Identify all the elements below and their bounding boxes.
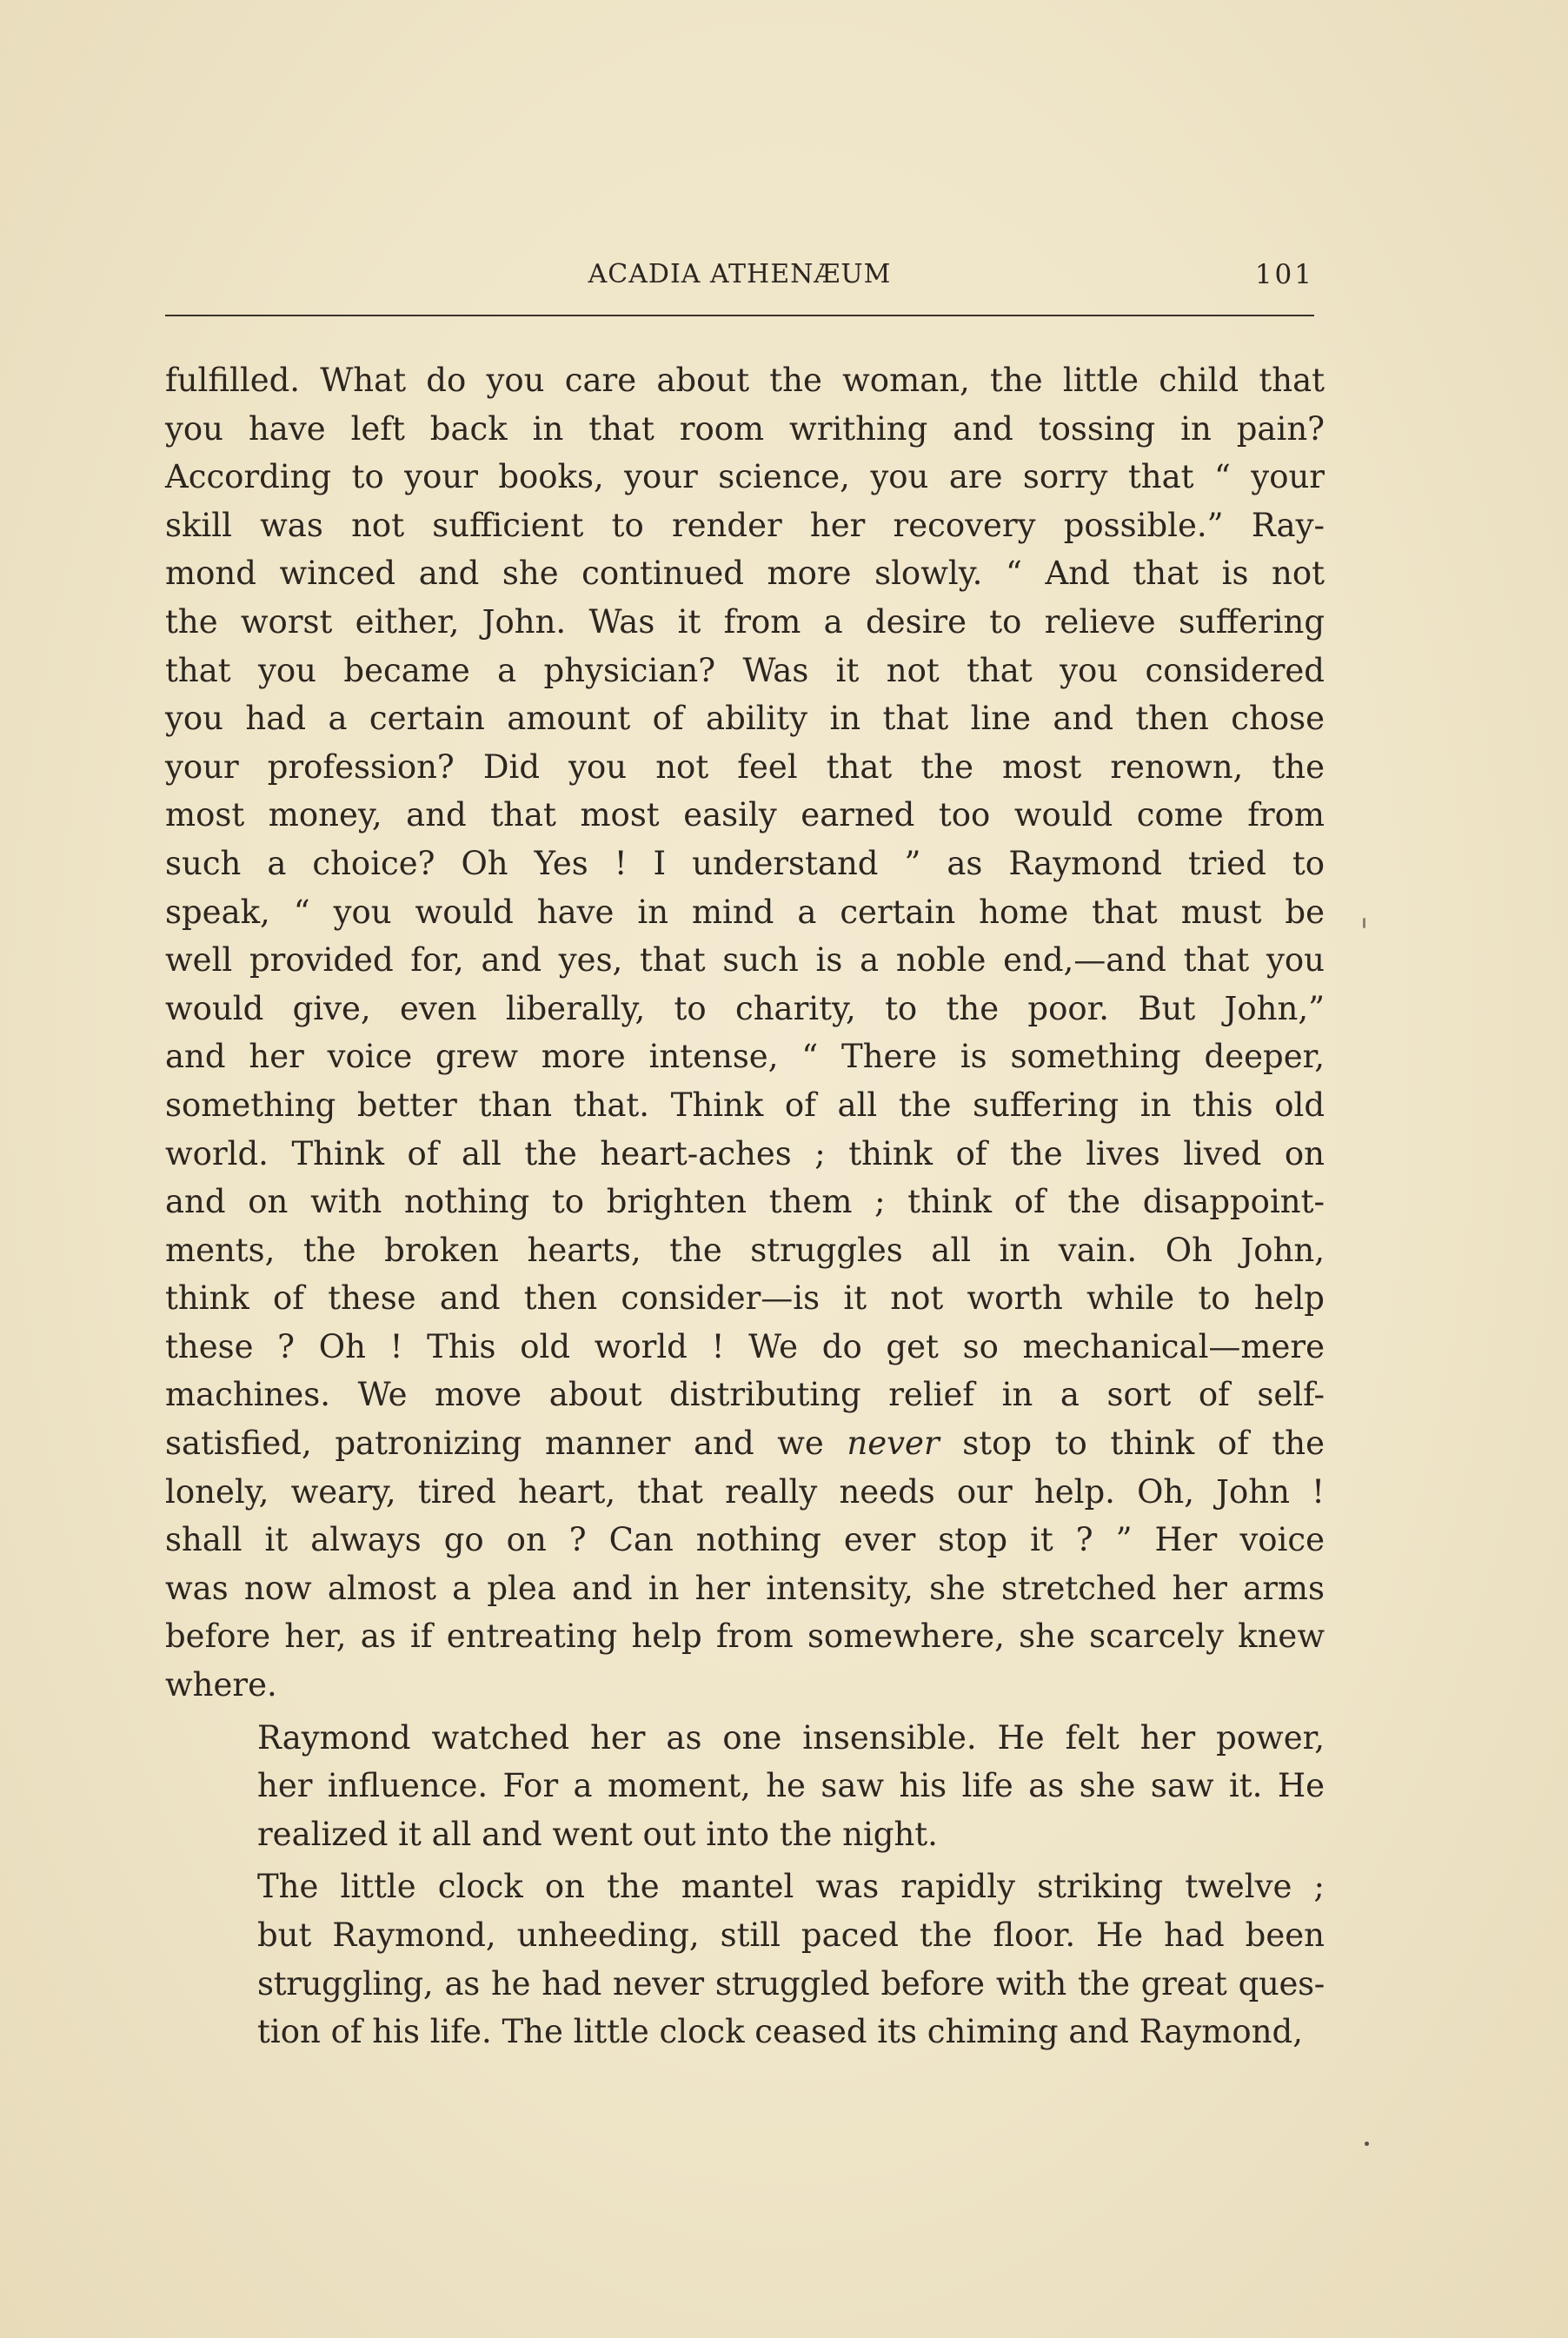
text-line: such a choice? Oh Yes ! I understand ” as Raymond tried to (165, 844, 1325, 882)
body-text (165, 356, 1325, 2056)
text-line: her influence. For a moment, he saw his life as she saw it. He (257, 1767, 1325, 1805)
text-line: these ? Oh ! This old world ! We do get so mechanical—mere (165, 1327, 1325, 1365)
text-line: well provided for, and yes, that such is a noble end,—and that you (165, 941, 1325, 980)
text-line: and her voice grew more intense, “ There is something deeper, (165, 1038, 1325, 1076)
text-line: but Raymond, unheeding, still paced the floor. He had been (257, 1916, 1325, 1954)
text-line: would give, even liberally, to charity, to the poor. But John,” (165, 989, 1325, 1027)
margin-dot (1365, 2142, 1369, 2146)
header-rule (165, 315, 1314, 316)
text-line: mond winced and she continued more slowly. “ And that is not (165, 555, 1325, 593)
page-number: 101 (1254, 259, 1314, 290)
text-line: struggling, as he had never struggled before with the great ques- (257, 1964, 1325, 2003)
text-line: lonely, weary, tired heart, that really needs our help. Oh, John ! (165, 1472, 1325, 1511)
running-title: ACADIA ATHENÆUM (588, 259, 892, 289)
paragraph (165, 1714, 1325, 1859)
text-line: before her, as if entreating help from somewhere, she scarcely knew (165, 1617, 1325, 1656)
text-line: you have left back in that room writhing and tossing in pain? (165, 409, 1325, 448)
text-line: fulfilled. What do you care about the woman, the little child that (165, 362, 1325, 399)
text-line: satisfied, patronizing manner and we never stop to think of the (165, 1425, 1325, 1463)
text-line: skill was not sufficient to render her recovery possible.” Ray- (165, 506, 1325, 544)
page-header (165, 257, 1314, 299)
text-line: world. Think of all the heart-aches ; think of the lives lived on (165, 1134, 1325, 1172)
text-line: shall it always go on ? Can nothing ever stop it ? ” Her voice (165, 1521, 1325, 1559)
text-line: The little clock on the mantel was rapidly striking twelve ; (257, 1868, 1325, 1906)
text-line: think of these and then consider—is it not worth while to help (165, 1279, 1325, 1318)
text-line: where. (165, 1666, 277, 1704)
text-line: According to your books, your science, you are sorry that “ your (165, 458, 1325, 496)
text-line: something better than that. Think of all the suffering in this old (165, 1086, 1325, 1124)
margin-speck (1363, 918, 1365, 928)
text-line: Raymond watched her as one insensible. He felt her power, (257, 1718, 1325, 1757)
text-line: speak, “ you would have in mind a certain home that must be (165, 893, 1325, 931)
emphasized-word: never (847, 1425, 940, 1463)
text-line: most money, and that most easily earned too would come from (165, 796, 1325, 834)
text-line: machines. We move about distributing relief in a sort of self- (165, 1376, 1325, 1414)
text-line: tion of his life. The little clock ceased its chiming and Raymond, (257, 2013, 1303, 2051)
text-line: that you became a physician? Was it not that you considered (165, 651, 1325, 689)
text-line: you had a certain amount of ability in that line and then chose (165, 700, 1325, 738)
text-line: the worst either, John. Was it from a desire to relieve suffering (165, 602, 1325, 641)
text-line: and on with nothing to brighten them ; think of the disappoint- (165, 1183, 1325, 1221)
paragraph (165, 356, 1325, 1710)
text-line: was now almost a plea and in her intensity, she stretched her arms (165, 1569, 1325, 1607)
text-line: realized it all and went out into the night. (257, 1815, 938, 1853)
text-line: your profession? Did you not feel that the most renown, the (165, 747, 1325, 786)
paragraph (165, 1863, 1325, 2056)
text-line: ments, the broken hearts, the struggles all in vain. Oh John, (165, 1231, 1325, 1269)
